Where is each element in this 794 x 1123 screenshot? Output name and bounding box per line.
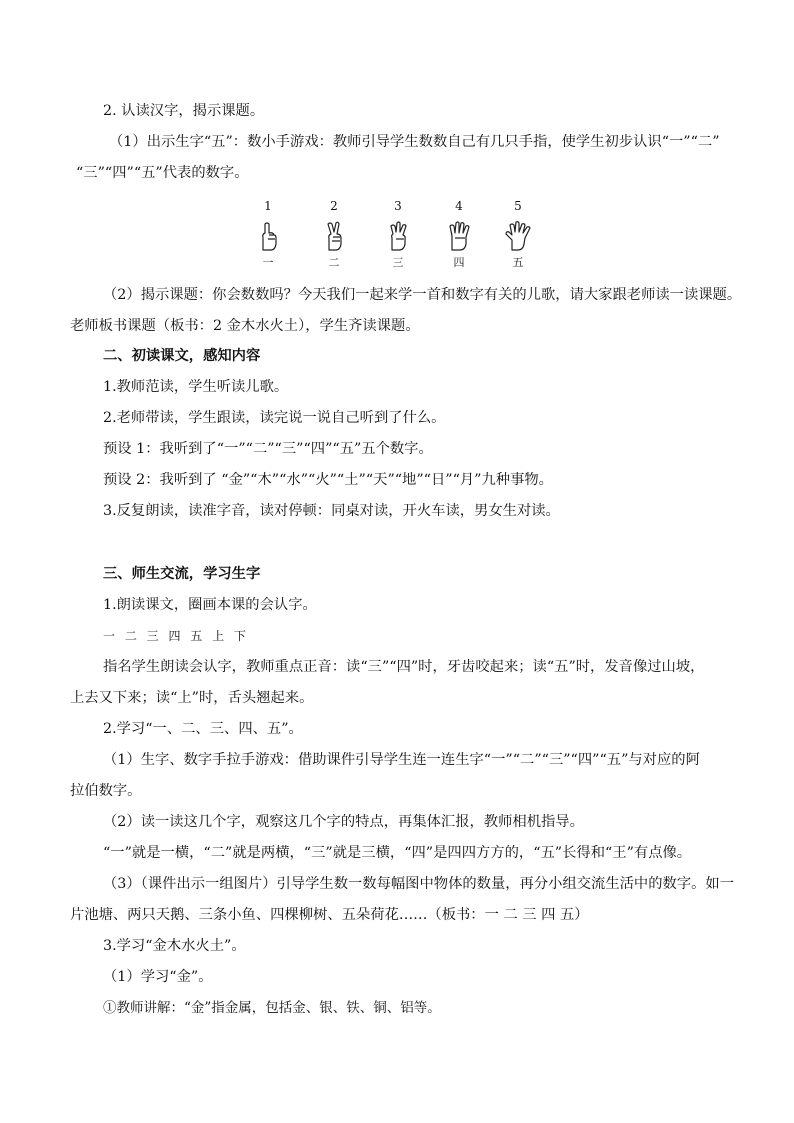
paragraph-line: 预设 1：我听到了“一”“二”“三”“四”“五”五个数字。 [103, 441, 433, 457]
paragraph-line: 预设 2：我听到了 “金”“木”“水”“火”“土”“天”“地”“日”“月”九种事物。 [103, 472, 553, 488]
arabic-numeral: 4 [455, 199, 463, 213]
arabic-numeral: 2 [330, 199, 338, 213]
paragraph-line: “一”就是一横，“二”就是两横，“三”就是三横，“四”是四四方方的，“五”长得和“王”有点像。 [103, 845, 692, 861]
four-finger-hand-icon [445, 220, 473, 252]
section-heading: 二、初读课文，感知内容 [103, 348, 261, 364]
paragraph-line: 上去又下来；读“上”时，舌头翘起来。 [70, 690, 314, 706]
one-finger-hand-icon [254, 220, 282, 252]
figure-column [248, 198, 288, 270]
subsection-heading: 2. 认读汉字，揭示课题。 [103, 103, 265, 119]
paragraph-line: （2）读一读这几个字，观察这几个字的特点，再集体汇报，教师相机指导。 [103, 814, 584, 830]
chinese-numeral: 三 [392, 256, 404, 269]
arabic-numeral: 1 [264, 199, 272, 213]
paragraph-line: 片池塘、两只天鹅、三条小鱼、四棵柳树、五朵荷花……（板书：一 二 三 四 五） [70, 907, 589, 923]
figure-column [498, 198, 538, 270]
paragraph-line: （2）揭示课题：你会数数吗？今天我们一起来学一首和数字有关的儿歌，请大家跟老师读一读课题。 [103, 287, 742, 303]
paragraph-line: 指名学生朗读会认字，教师重点正音：读“三”“四”时，牙齿咬起来；读“五”时，发音像过山坡， [103, 659, 705, 675]
paragraph-line: （1）学习“金”。 [103, 969, 213, 985]
paragraph-line: 2.老师带读，学生跟读，读完说一说自己听到了什么。 [103, 410, 446, 426]
paragraph-line: （3）（课件出示一组图片）引导学生数一数每幅图中物体的数量，再分小组交流生活中的数字。如一 [103, 876, 735, 892]
paragraph-line: 2.学习“一、二、三、四、五”。 [103, 721, 303, 737]
paragraph-line: （1）出示生字“五”：数小手游戏：教师引导学生数数自己有几只手指，使学生初步认识“一”“二” [109, 134, 720, 150]
section-heading: 三、师生交流，学习生字 [103, 566, 261, 582]
five-finger-hand-icon [503, 220, 533, 252]
two-finger-hand-icon [320, 220, 348, 252]
arabic-numeral: 3 [394, 199, 402, 213]
paragraph-line: 3.反复朗读，读准字音，读对停顿：同桌对读，开火车读，男女生对读。 [103, 503, 560, 519]
finger-counting-figure [248, 198, 538, 282]
figure-column [378, 198, 418, 270]
figure-column [314, 198, 354, 270]
paragraph-line: （1）生字、数字手拉手游戏：借助课件引导学生连一连生字“一”“二”“三”“四”“五”与对应的阿 [103, 752, 700, 768]
paragraph-line: “三”“四”“五”代表的数字。 [76, 165, 249, 181]
chinese-numeral: 二 [328, 256, 340, 269]
character-list: 一 二 三 四 五 上 下 [103, 629, 249, 643]
paragraph-line: 老师板书课题（板书：2 金木水火土），学生齐读课题。 [70, 318, 420, 334]
paragraph-line: 1.教师范读，学生听读儿歌。 [103, 379, 289, 395]
figure-column [439, 198, 479, 270]
arabic-numeral: 5 [514, 199, 522, 213]
paragraph-line: 拉伯数字。 [70, 783, 142, 799]
chinese-numeral: 五 [512, 256, 524, 269]
paragraph-line: 1.朗读课文，圈画本课的会认字。 [103, 597, 317, 613]
chinese-numeral: 四 [453, 256, 465, 269]
chinese-numeral: 一 [262, 256, 274, 269]
paragraph-line: ①教师讲解：“金”指金属，包括金、银、铁、铜、铝等。 [103, 1000, 441, 1016]
three-finger-hand-icon [384, 220, 412, 252]
paragraph-line: 3.学习“金木水火土”。 [103, 938, 246, 954]
